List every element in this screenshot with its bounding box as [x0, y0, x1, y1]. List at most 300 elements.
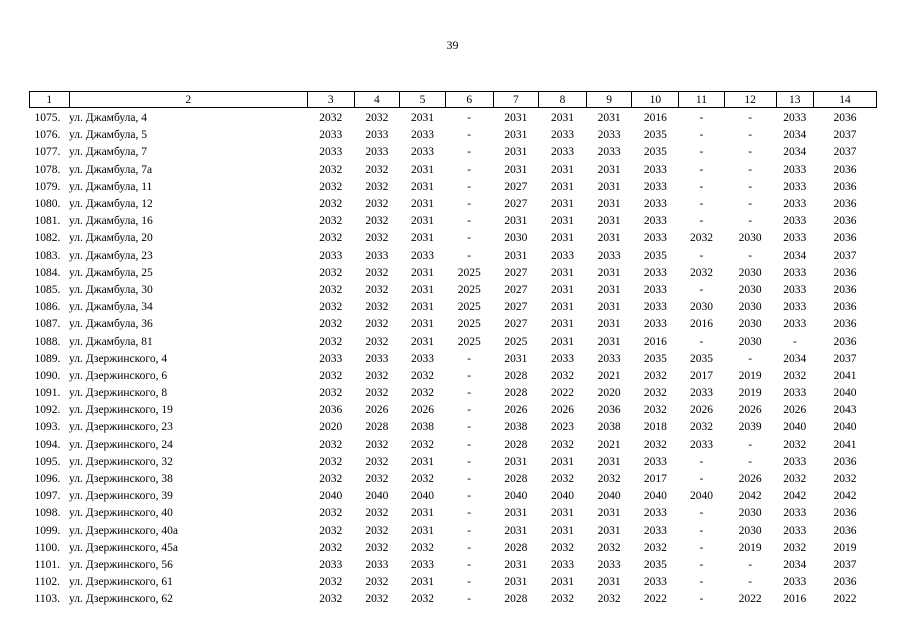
row-value-col-5: 2031	[411, 198, 435, 211]
row-address: ул. Джамбула, 5	[69, 129, 147, 142]
row-value-col-10: 2033	[643, 198, 667, 211]
table-row	[30, 213, 877, 230]
row-value-col-7: 2027	[504, 198, 528, 211]
row-value-col-10: 2032	[643, 404, 667, 417]
row-value-col-4: 2032	[365, 301, 389, 314]
row-value-col-6: 2025	[457, 266, 481, 279]
row-value-col-8: 2033	[551, 249, 574, 262]
row-value-col-7: 2031	[504, 524, 528, 537]
row-value-col-3: 2032	[319, 438, 343, 451]
row-value-col-11: 2032	[689, 266, 713, 279]
row-value-col-9: 2031	[597, 507, 621, 520]
table-row	[30, 196, 877, 213]
column-header-13: 13	[776, 92, 814, 108]
row-number: 1083.	[34, 249, 61, 262]
row-value-col-12: -	[748, 558, 753, 571]
row-value-col-7: 2031	[504, 576, 528, 589]
row-value-col-5: 2031	[411, 112, 435, 125]
row-value-col-8: 2033	[551, 146, 574, 159]
row-value-col-11: 2026	[689, 404, 713, 417]
column-header-4: 4	[354, 92, 400, 108]
row-value-col-11: -	[699, 335, 704, 348]
row-value-col-4: 2032	[365, 180, 389, 193]
row-value-col-13: -	[792, 335, 797, 348]
row-value-col-7: 2031	[504, 352, 528, 365]
row-address: ул. Дзержинского, 56	[69, 558, 173, 571]
row-value-col-8: 2033	[551, 558, 574, 571]
row-value-col-8: 2033	[551, 352, 574, 365]
row-address: ул. Дзержинского, 24	[69, 438, 173, 451]
row-value-col-4: 2032	[365, 318, 389, 331]
row-value-col-5: 2032	[411, 473, 435, 486]
table-row	[30, 144, 877, 161]
row-value-col-9: 2031	[597, 455, 621, 468]
table-row	[30, 557, 877, 574]
row-number: 1090.	[34, 369, 61, 382]
row-value-col-13: 2033	[783, 180, 807, 193]
row-value-col-14: 2042	[833, 490, 857, 503]
row-value-col-9: 2032	[597, 593, 621, 606]
row-value-col-4: 2032	[365, 593, 389, 606]
row-value-col-14: 2036	[833, 232, 857, 245]
table-row	[30, 471, 877, 488]
row-value-col-10: 2035	[643, 129, 667, 142]
row-value-col-9: 2036	[597, 404, 621, 417]
row-address: ул. Дзержинского, 19	[69, 404, 173, 417]
row-value-col-6: -	[467, 180, 472, 193]
row-address: ул. Джамбула, 36	[69, 318, 153, 331]
table-row	[30, 488, 877, 505]
row-value-col-6: -	[467, 541, 472, 554]
column-header-1: 1	[30, 92, 70, 108]
row-value-col-5: 2031	[411, 180, 435, 193]
table-row	[30, 419, 877, 436]
row-value-col-14: 2037	[833, 129, 857, 142]
housing-schedule-table	[29, 91, 877, 608]
row-value-col-14: 2040	[833, 421, 857, 434]
row-value-col-9: 2021	[597, 438, 621, 451]
row-value-col-5: 2031	[411, 524, 435, 537]
row-value-col-8: 2031	[551, 455, 574, 468]
row-value-col-13: 2034	[783, 146, 807, 159]
row-value-col-12: 2026	[738, 473, 762, 486]
row-value-col-14: 2041	[833, 369, 857, 382]
row-value-col-3: 2032	[319, 198, 343, 211]
row-value-col-13: 2033	[783, 576, 807, 589]
row-value-col-6: 2025	[457, 335, 481, 348]
row-value-col-12: -	[748, 455, 753, 468]
row-number: 1093.	[34, 421, 61, 434]
row-value-col-3: 2032	[319, 283, 343, 296]
row-value-col-11: -	[699, 455, 704, 468]
row-address: ул. Дзержинского, 8	[69, 387, 168, 400]
row-value-col-7: 2031	[504, 129, 528, 142]
row-value-col-10: 2033	[643, 507, 667, 520]
row-value-col-4: 2032	[365, 541, 389, 554]
row-value-col-6: -	[467, 593, 472, 606]
row-value-col-12: 2030	[738, 335, 762, 348]
row-value-col-13: 2033	[783, 198, 807, 211]
row-value-col-13: 2042	[783, 490, 807, 503]
row-value-col-11: -	[699, 524, 704, 537]
row-value-col-11: 2032	[689, 232, 713, 245]
row-value-col-9: 2031	[597, 266, 621, 279]
row-value-col-8: 2032	[551, 473, 574, 486]
row-value-col-3: 2040	[319, 490, 343, 503]
row-value-col-7: 2028	[504, 593, 528, 606]
row-value-col-3: 2032	[319, 180, 343, 193]
row-value-col-13: 2033	[783, 163, 807, 176]
row-address: ул. Джамбула, 7а	[69, 163, 153, 176]
row-value-col-10: 2032	[643, 369, 667, 382]
row-number: 1085.	[34, 283, 61, 296]
row-value-col-12: 2042	[738, 490, 762, 503]
row-value-col-6: -	[467, 198, 472, 211]
column-header-12: 12	[724, 92, 776, 108]
row-number: 1094.	[34, 438, 61, 451]
row-address: ул. Дзержинского, 40а	[69, 524, 178, 537]
row-value-col-6: -	[467, 524, 472, 537]
row-number: 1096.	[34, 473, 61, 486]
row-value-col-14: 2036	[833, 180, 857, 193]
row-value-col-7: 2028	[504, 369, 528, 382]
row-value-col-14: 2019	[833, 541, 857, 554]
row-value-col-9: 2032	[597, 473, 621, 486]
row-value-col-3: 2036	[319, 404, 343, 417]
row-value-col-4: 2032	[365, 232, 389, 245]
row-address: ул. Дзержинского, 38	[69, 473, 173, 486]
row-value-col-9: 2031	[597, 112, 621, 125]
row-value-col-5: 2031	[411, 318, 435, 331]
row-value-col-8: 2031	[551, 283, 574, 296]
row-value-col-14: 2036	[833, 266, 857, 279]
row-value-col-13: 2034	[783, 129, 807, 142]
row-value-col-6: -	[467, 146, 472, 159]
row-value-col-4: 2028	[365, 421, 389, 434]
row-value-col-9: 2033	[597, 352, 621, 365]
row-value-col-8: 2026	[551, 404, 574, 417]
row-value-col-5: 2040	[411, 490, 435, 503]
row-value-col-7: 2025	[504, 335, 528, 348]
row-value-col-8: 2023	[551, 421, 574, 434]
row-value-col-6: 2025	[457, 318, 481, 331]
row-value-col-6: -	[467, 249, 472, 262]
row-value-col-8: 2031	[551, 198, 574, 211]
row-value-col-6: -	[467, 387, 472, 400]
row-value-col-4: 2032	[365, 455, 389, 468]
row-value-col-8: 2032	[551, 593, 574, 606]
row-value-col-7: 2031	[504, 146, 528, 159]
table-row	[30, 282, 877, 299]
row-value-col-12: -	[748, 438, 753, 451]
row-value-col-8: 2031	[551, 335, 574, 348]
row-value-col-12: -	[748, 112, 753, 125]
row-value-col-11: -	[699, 112, 704, 125]
row-value-col-3: 2032	[319, 387, 343, 400]
row-value-col-7: 2027	[504, 318, 528, 331]
row-value-col-14: 2037	[833, 352, 857, 365]
row-value-col-3: 2032	[319, 266, 343, 279]
row-value-col-4: 2032	[365, 473, 389, 486]
row-value-col-12: -	[748, 129, 753, 142]
row-value-col-3: 2032	[319, 335, 343, 348]
row-value-col-3: 2032	[319, 163, 343, 176]
row-value-col-5: 2033	[411, 249, 435, 262]
row-value-col-13: 2033	[783, 232, 807, 245]
row-number: 1079.	[34, 180, 61, 193]
row-value-col-9: 2031	[597, 283, 621, 296]
row-value-col-14: 2036	[833, 215, 857, 228]
row-value-col-12: 2022	[738, 593, 762, 606]
row-value-col-11: -	[699, 283, 704, 296]
table-row	[30, 162, 877, 179]
row-value-col-7: 2027	[504, 283, 528, 296]
row-value-col-11: -	[699, 180, 704, 193]
row-value-col-4: 2033	[365, 558, 389, 571]
row-value-col-10: 2016	[643, 112, 667, 125]
row-number: 1082.	[34, 232, 61, 245]
column-header-14: 14	[814, 92, 877, 108]
row-value-col-4: 2032	[365, 112, 389, 125]
row-value-col-13: 2016	[783, 593, 807, 606]
row-value-col-12: -	[748, 352, 753, 365]
row-address: ул. Дзержинского, 4	[69, 352, 168, 365]
row-value-col-5: 2031	[411, 266, 435, 279]
row-value-col-10: 2033	[643, 318, 667, 331]
row-value-col-11: 2035	[689, 352, 713, 365]
row-value-col-10: 2032	[643, 541, 667, 554]
row-value-col-6: -	[467, 352, 472, 365]
row-value-col-13: 2032	[783, 473, 807, 486]
row-value-col-7: 2031	[504, 249, 528, 262]
row-value-col-5: 2031	[411, 576, 435, 589]
row-value-col-3: 2032	[319, 369, 343, 382]
row-value-col-14: 2036	[833, 163, 857, 176]
row-value-col-13: 2032	[783, 541, 807, 554]
row-value-col-13: 2033	[783, 455, 807, 468]
row-value-col-4: 2033	[365, 352, 389, 365]
row-value-col-8: 2032	[551, 541, 574, 554]
row-value-col-11: -	[699, 558, 704, 571]
row-value-col-10: 2032	[643, 387, 667, 400]
row-value-col-10: 2033	[643, 266, 667, 279]
row-value-col-9: 2031	[597, 524, 621, 537]
row-number: 1091.	[34, 387, 61, 400]
row-value-col-10: 2033	[643, 163, 667, 176]
row-value-col-11: -	[699, 593, 704, 606]
row-value-col-8: 2040	[551, 490, 574, 503]
row-value-col-12: -	[748, 180, 753, 193]
row-value-col-4: 2032	[365, 369, 389, 382]
row-value-col-11: -	[699, 129, 704, 142]
row-address: ул. Джамбула, 34	[69, 301, 153, 314]
row-value-col-3: 2032	[319, 318, 343, 331]
row-number: 1081.	[34, 215, 61, 228]
row-value-col-4: 2032	[365, 215, 389, 228]
row-value-col-9: 2031	[597, 198, 621, 211]
row-value-col-6: -	[467, 112, 472, 125]
row-value-col-5: 2033	[411, 146, 435, 159]
row-value-col-5: 2033	[411, 352, 435, 365]
row-address: ул. Джамбула, 7	[69, 146, 147, 159]
page-number: 39	[446, 38, 459, 52]
row-number: 1089.	[34, 352, 61, 365]
row-value-col-3: 2032	[319, 215, 343, 228]
row-value-col-12: 2030	[738, 283, 762, 296]
row-value-col-4: 2033	[365, 146, 389, 159]
row-value-col-13: 2033	[783, 301, 807, 314]
row-number: 1100.	[34, 541, 60, 554]
row-value-col-12: 2039	[738, 421, 762, 434]
row-number: 1077.	[34, 146, 61, 159]
row-value-col-10: 2033	[643, 301, 667, 314]
row-address: ул. Джамбула, 30	[69, 283, 153, 296]
row-value-col-14: 2036	[833, 455, 857, 468]
row-value-col-10: 2035	[643, 558, 667, 571]
row-value-col-11: -	[699, 473, 704, 486]
row-number: 1086.	[34, 301, 61, 314]
row-address: ул. Дзержинского, 32	[69, 455, 173, 468]
row-address: ул. Джамбула, 25	[69, 266, 153, 279]
row-value-col-9: 2033	[597, 129, 621, 142]
row-value-col-3: 2032	[319, 541, 343, 554]
row-value-col-11: -	[699, 146, 704, 159]
row-value-col-8: 2031	[551, 266, 574, 279]
row-value-col-6: -	[467, 455, 472, 468]
row-value-col-8: 2031	[551, 301, 574, 314]
row-value-col-9: 2040	[597, 490, 621, 503]
row-value-col-7: 2040	[504, 490, 528, 503]
row-value-col-13: 2033	[783, 266, 807, 279]
row-value-col-5: 2033	[411, 129, 435, 142]
row-value-col-6: -	[467, 507, 472, 520]
row-value-col-11: 2030	[689, 301, 713, 314]
row-value-col-5: 2031	[411, 335, 435, 348]
row-value-col-8: 2031	[551, 112, 574, 125]
row-address: ул. Джамбула, 16	[69, 215, 153, 228]
row-value-col-3: 2033	[319, 352, 343, 365]
table-row	[30, 265, 877, 282]
row-value-col-12: 2030	[738, 232, 762, 245]
row-value-col-9: 2031	[597, 180, 621, 193]
row-value-col-13: 2026	[783, 404, 807, 417]
row-value-col-3: 2032	[319, 455, 343, 468]
row-value-col-6: -	[467, 129, 472, 142]
column-header-9: 9	[586, 92, 632, 108]
row-number: 1102.	[34, 576, 60, 589]
row-value-col-6: -	[467, 215, 472, 228]
row-value-col-7: 2031	[504, 558, 528, 571]
row-value-col-6: -	[467, 369, 472, 382]
row-value-col-7: 2028	[504, 541, 528, 554]
row-value-col-13: 2034	[783, 352, 807, 365]
row-value-col-4: 2033	[365, 129, 389, 142]
row-value-col-14: 2036	[833, 301, 857, 314]
row-value-col-11: 2032	[689, 421, 713, 434]
row-value-col-6: -	[467, 232, 472, 245]
row-value-col-12: -	[748, 198, 753, 211]
row-value-col-9: 2033	[597, 249, 621, 262]
row-number: 1098.	[34, 507, 61, 520]
row-value-col-7: 2031	[504, 163, 528, 176]
row-value-col-14: 2036	[833, 576, 857, 589]
row-value-col-3: 2032	[319, 301, 343, 314]
row-value-col-6: -	[467, 576, 472, 589]
row-value-col-13: 2032	[783, 369, 807, 382]
row-value-col-13: 2040	[783, 421, 807, 434]
row-value-col-3: 2033	[319, 146, 343, 159]
row-value-col-13: 2032	[783, 438, 807, 451]
row-value-col-9: 2031	[597, 215, 621, 228]
row-value-col-7: 2028	[504, 438, 528, 451]
table-body	[30, 108, 877, 609]
row-number: 1084.	[34, 266, 61, 279]
row-value-col-7: 2027	[504, 301, 528, 314]
column-header-8: 8	[539, 92, 587, 108]
row-value-col-12: 2030	[738, 318, 762, 331]
row-value-col-12: -	[748, 249, 753, 262]
row-value-col-4: 2032	[365, 576, 389, 589]
row-value-col-6: -	[467, 438, 472, 451]
row-value-col-14: 2040	[833, 387, 857, 400]
row-value-col-11: 2040	[689, 490, 713, 503]
row-value-col-11: 2033	[689, 438, 713, 451]
row-value-col-8: 2031	[551, 215, 574, 228]
row-value-col-5: 2031	[411, 215, 435, 228]
row-number: 1078.	[34, 163, 61, 176]
row-value-col-4: 2032	[365, 198, 389, 211]
row-value-col-5: 2038	[411, 421, 435, 434]
row-value-col-3: 2020	[319, 421, 343, 434]
row-value-col-14: 2043	[833, 404, 857, 417]
row-value-col-3: 2032	[319, 112, 343, 125]
row-value-col-10: 2032	[643, 438, 667, 451]
column-header-3: 3	[307, 92, 354, 108]
row-value-col-3: 2032	[319, 524, 343, 537]
row-address: ул. Джамбула, 12	[69, 198, 153, 211]
row-value-col-13: 2033	[783, 387, 807, 400]
row-address: ул. Джамбула, 20	[69, 232, 153, 245]
row-value-col-12: 2019	[738, 369, 762, 382]
row-value-col-9: 2031	[597, 318, 621, 331]
table-row	[30, 179, 877, 196]
row-value-col-11: -	[699, 198, 704, 211]
row-value-col-7: 2028	[504, 473, 528, 486]
table-row	[30, 385, 877, 402]
row-value-col-8: 2031	[551, 524, 574, 537]
row-value-col-10: 2033	[643, 180, 667, 193]
row-address: ул. Дзержинского, 6	[69, 369, 168, 382]
row-value-col-7: 2031	[504, 507, 528, 520]
row-value-col-3: 2032	[319, 473, 343, 486]
column-header-2: 2	[69, 92, 307, 108]
row-value-col-5: 2031	[411, 163, 435, 176]
row-value-col-6: -	[467, 163, 472, 176]
table-row	[30, 333, 877, 350]
row-value-col-10: 2033	[643, 455, 667, 468]
row-number: 1092.	[34, 404, 61, 417]
row-value-col-14: 2036	[833, 198, 857, 211]
row-value-col-4: 2040	[365, 490, 389, 503]
row-value-col-13: 2033	[783, 112, 807, 125]
row-value-col-4: 2032	[365, 507, 389, 520]
row-value-col-6: 2025	[457, 283, 481, 296]
row-number: 1080.	[34, 198, 61, 211]
row-value-col-11: -	[699, 249, 704, 262]
row-value-col-4: 2032	[365, 163, 389, 176]
row-value-col-6: -	[467, 404, 472, 417]
row-value-col-8: 2031	[551, 576, 574, 589]
